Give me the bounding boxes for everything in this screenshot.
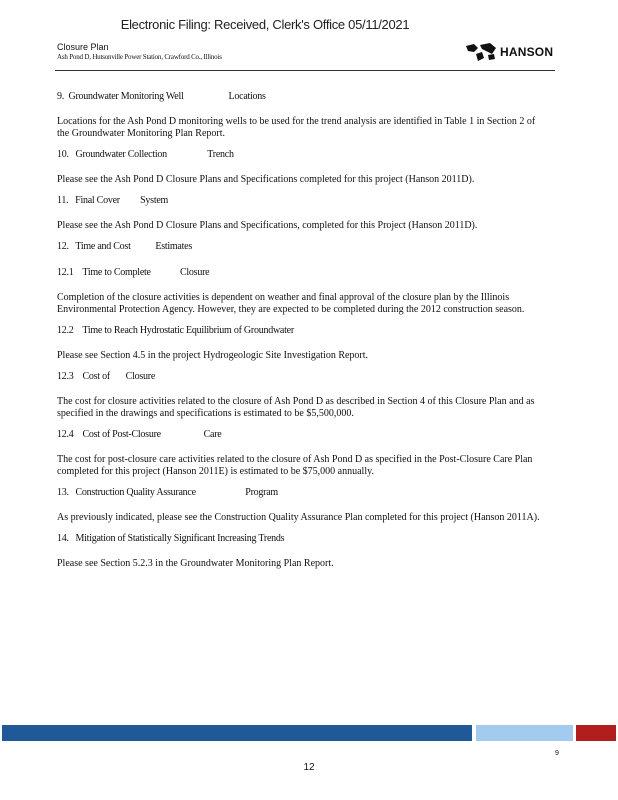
paragraph: As previously indicated, please see the Construction Quality Assurance Plan completed for this project (Hanson 2011A). <box>57 512 540 523</box>
electronic-filing-stamp: Electronic Filing: Received, Clerk's Office 05/11/2021 <box>120 17 410 32</box>
section-page-number: 9 <box>555 750 559 757</box>
paragraph: Completion of the closure activities is dependent on weather and final approval of the closure plan by the Illinois Environmental Protection Agency. However, they are expected to be completed during the 2012 construction season. <box>57 292 525 315</box>
section-heading: 12. Time and Cost Estimates <box>57 241 192 252</box>
paragraph: Please see Section 4.5 in the project Hydrogeologic Site Investigation Report. <box>57 350 369 361</box>
logo-text: HANSON <box>500 45 554 59</box>
hanson-globe-icon <box>464 42 498 62</box>
section-heading: 14. Mitigation of Statistically Significant Increasing Trends <box>57 533 285 544</box>
section-heading: 12.3 Cost of Closure <box>57 371 156 382</box>
section-heading: 9. Groundwater Monitoring Well Locations <box>57 91 266 102</box>
footer-bar-red <box>576 725 616 741</box>
header-title: Closure Plan <box>57 42 109 52</box>
section-heading: 10. Groundwater Collection Trench <box>57 149 234 160</box>
header-subtitle: Ash Pond D, Hutsonville Power Station, Crawford Co., Illinois <box>57 53 222 61</box>
section-heading: 12.2 Time to Reach Hydrostatic Equilibrium of Groundwater <box>57 325 294 336</box>
paragraph: Please see the Ash Pond D Closure Plans and Specifications, completed for this Project (Hanson 2011D). <box>57 220 478 231</box>
paragraph: Please see the Ash Pond D Closure Plans and Specifications completed for this project (Hanson 2011D). <box>57 174 475 185</box>
paragraph: Please see Section 5.2.3 in the Groundwater Monitoring Plan Report. <box>57 558 334 569</box>
document-body <box>57 91 547 570</box>
footer-bar-light-blue <box>476 725 573 741</box>
paragraph: The cost for post-closure care activities related to the closure of Ash Pond D as specified in the Post-Closure Care Plan completed for this project (Hanson 2011E) is estimated to be $75,000 annually. <box>57 454 533 477</box>
header-rule <box>55 70 555 71</box>
hanson-logo <box>464 42 553 62</box>
section-heading: 11. Final Cover System <box>57 195 169 206</box>
paragraph: Locations for the Ash Pond D monitoring wells to be used for the trend analysis are identified in Table 1 in Section 2 of the Groundwater Monitoring Plan Report. <box>57 116 536 139</box>
section-heading: 12.4 Cost of Post-Closure Care <box>57 429 222 440</box>
footer-color-bar <box>0 725 618 741</box>
footer-bar-blue <box>2 725 472 741</box>
section-heading: 12.1 Time to Complete Closure <box>57 267 210 278</box>
paragraph: The cost for closure activities related to the closure of Ash Pond D as described in Section 4 of this Closure Plan and as specified in the drawings and specifications is estimated to be $5,500,000. <box>57 396 535 419</box>
section-heading: 13. Construction Quality Assurance Program <box>57 487 278 498</box>
document-page-number: 12 <box>303 762 315 773</box>
